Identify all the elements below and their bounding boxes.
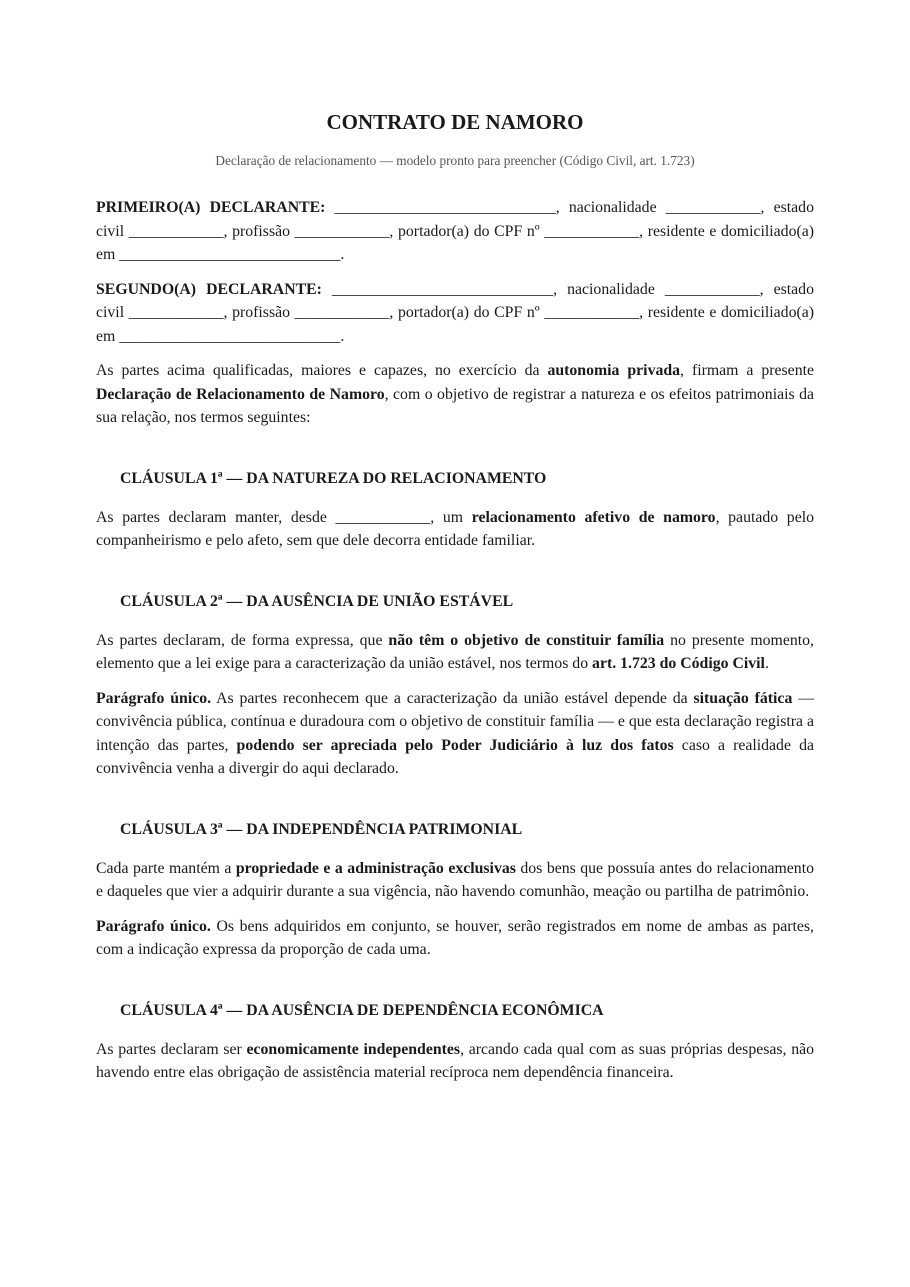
first-declarant-fields: ____________________________, nacionalidade ____________, estado civil ____________, profissão ____________, portador(a) do CPF nº ____________, residente e domiciliado(a) em ____________________________.: [96, 199, 814, 264]
clause-3-heading: CLÁUSULA 3ª — DA INDEPENDÊNCIA PATRIMONIAL: [120, 820, 523, 838]
document-subtitle: Declaração de relacionamento — modelo pronto para preencher (Código Civil, art. 1.723): [215, 153, 695, 169]
clause-text: — convivência pública, contínua e duradoura com o objetivo de constituir família — e que esta declaração registra a intenção das partes,: [96, 689, 814, 754]
intro-text: , firmam a presente: [680, 362, 814, 380]
second-declarant-label: SEGUNDO(A) DECLARANTE:: [96, 280, 322, 298]
clause-bold-text: art. 1.723 do Código Civil: [592, 655, 765, 673]
clause-text: no presente momento, elemento que a lei exige para a caracterização da união estável, nos termos do: [96, 631, 814, 673]
clause-text: , arcando cada qual com as suas próprias despesas, não havendo entre elas obrigação de assistência material recíproca nem dependência financeira.: [96, 1040, 815, 1082]
clause-text: Cada parte mantém a: [96, 859, 236, 877]
second-declarant-fields: ____________________________, nacionalidade ____________, estado civil ____________, profissão ____________, portador(a) do CPF nº ____________, residente e domiciliado(a) em ____________________________.: [96, 280, 814, 345]
clause-bold-text: podendo ser apreciada pelo Poder Judiciário à luz dos fatos: [236, 736, 674, 754]
clause-bold-text: economicamente independentes: [246, 1040, 461, 1058]
clause-bold-text: relacionamento afetivo de namoro: [471, 508, 716, 526]
clause-2-heading: CLÁUSULA 2ª — DA AUSÊNCIA DE UNIÃO ESTÁVEL: [120, 592, 514, 610]
clause-3-single-paragraph: [96, 915, 814, 962]
clause-4-heading: CLÁUSULA 4ª — DA AUSÊNCIA DE DEPENDÊNCIA ECONÔMICA: [120, 1001, 604, 1019]
clause-text: caso a realidade da convivência venha a divergir do aqui declarado.: [96, 736, 814, 778]
clause-text: , pautado pelo companheirismo e pelo afeto, sem que dele decorra entidade familiar.: [96, 508, 815, 550]
clause-bold-text: propriedade e a administração exclusivas: [235, 859, 516, 877]
intro-bold-text: autonomia privada: [547, 362, 681, 380]
clause-text: As partes declaram manter, desde ____________, um: [96, 508, 472, 526]
clause-text: Os bens adquiridos em conjunto, se houver, serão registrados em nome de ambas as partes, com a indicação expressa da proporção de cada uma.: [96, 917, 814, 959]
clause-text: As partes reconhecem que a caracterização da união estável depende da: [211, 689, 694, 707]
intro-paragraph: [96, 359, 814, 430]
clause-1-heading: CLÁUSULA 1ª — DA NATUREZA DO RELACIONAMENTO: [120, 469, 547, 487]
clause-3-paragraph: [96, 857, 814, 904]
clause-bold-text: não têm o objetivo de constituir família: [388, 631, 665, 649]
document-page: [96, 110, 814, 1096]
intro-bold-text: Declaração de Relacionamento de Namoro: [96, 385, 385, 403]
intro-text: , com o objetivo de registrar a natureza e os efeitos patrimoniais da sua relação, nos termos seguintes:: [96, 385, 814, 427]
clause-text: As partes declaram, de forma expressa, que: [96, 631, 389, 649]
clause-1-paragraph: [96, 506, 814, 553]
intro-text: As partes acima qualificadas, maiores e capazes, no exercício da: [96, 362, 548, 380]
second-declarant-paragraph: [96, 278, 814, 349]
first-declarant-label: PRIMEIRO(A) DECLARANTE:: [96, 199, 326, 217]
clause-2-paragraph: [96, 629, 814, 676]
document-title: CONTRATO DE NAMORO: [326, 110, 584, 134]
clause-text: dos bens que possuía antes do relacionamento e daqueles que vier a adquirir durante a sua vigência, não havendo comunhão, meação ou partilha de patrimônio.: [96, 859, 814, 901]
first-declarant-paragraph: [96, 196, 814, 267]
paragraph-label: Parágrafo único.: [96, 917, 211, 935]
paragraph-label: Parágrafo único.: [96, 689, 212, 707]
clause-text: .: [764, 655, 769, 673]
clause-text: As partes declaram ser: [96, 1040, 247, 1058]
clause-4-paragraph: [96, 1038, 814, 1085]
clause-2-single-paragraph: [96, 687, 814, 781]
clause-bold-text: situação fática: [693, 689, 793, 707]
